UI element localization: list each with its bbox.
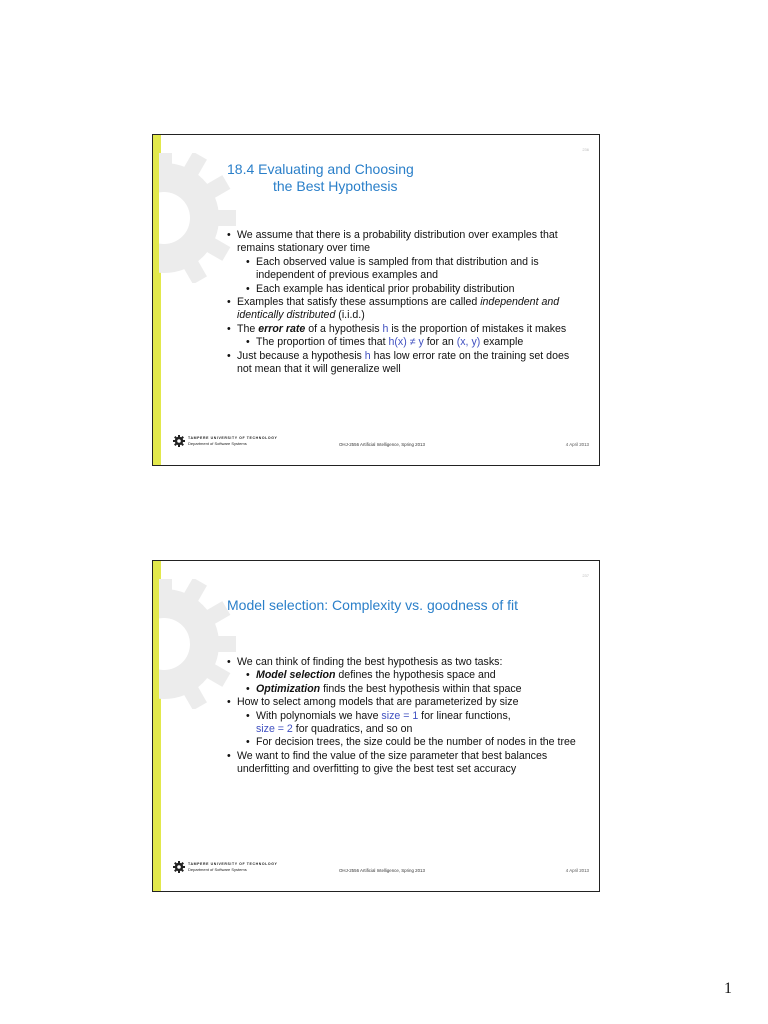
slide-body (227, 229, 585, 376)
university-logo-icon (173, 435, 185, 447)
bullet: • How to select among models that are parameterized by size (227, 696, 585, 709)
sub-bullet: • The proportion of times that h(x) ≠ y for an (x, y) example (227, 336, 585, 349)
page-number: 1 (724, 980, 732, 997)
course-name: OHJ-2556 Artificial Intelligence, Spring 2013 (339, 868, 425, 873)
sub-bullet: • With polynomials we have size = 1 for linear functions, size = 2 for quadratics, and so on (227, 710, 585, 737)
sub-bullet: • Optimization finds the best hypothesis within that space (227, 683, 585, 696)
department-name: Department of Software Systems (188, 867, 247, 872)
sub-bullet: • Each example has identical prior probability distribution (227, 283, 585, 296)
university-name: TAMPERE UNIVERSITY OF TECHNOLOGY (188, 436, 278, 440)
university-name: TAMPERE UNIVERSITY OF TECHNOLOGY (188, 862, 278, 866)
slide-body (227, 656, 585, 777)
university-logo-icon (173, 861, 185, 873)
slide-237 (152, 560, 600, 892)
course-name: OHJ-2556 Artificial Intelligence, Spring 2013 (339, 442, 425, 447)
slide-footer (153, 425, 599, 465)
slide-footer (153, 851, 599, 891)
slide-title: Model selection: Complexity vs. goodness of fit (227, 597, 519, 613)
sub-bullet: • Model selection defines the hypothesis space and (227, 669, 585, 682)
slide-number: 237 (582, 573, 589, 578)
sub-bullet: • Each observed value is sampled from that distribution and is independent of previous examples and (227, 256, 585, 283)
department-name: Department of Software Systems (188, 441, 247, 446)
bullet: • The error rate of a hypothesis h is the proportion of mistakes it makes (227, 323, 585, 336)
bullet: • We can think of finding the best hypothesis as two tasks: (227, 656, 585, 669)
slide-236 (152, 134, 600, 466)
slide-date: 4 April 2013 (565, 868, 589, 873)
bullet: • We want to find the value of the size parameter that best balances underfitting and overfitting to give the best test set accuracy (227, 750, 585, 777)
bullet: • We assume that there is a probability distribution over examples that remains stationary over time (227, 229, 585, 256)
slide-number: 236 (582, 147, 589, 152)
bullet: • Examples that satisfy these assumptions are called independent and identically distributed (i.i.d.) (227, 296, 585, 323)
bullet: • Just because a hypothesis h has low error rate on the training set does not mean that it will generalize well (227, 350, 585, 377)
slide-title: 18.4 Evaluating and Choosing the Best Hypothesis (227, 161, 414, 194)
sub-bullet: • For decision trees, the size could be the number of nodes in the tree (227, 736, 585, 749)
slide-date: 4 April 2013 (565, 442, 589, 447)
